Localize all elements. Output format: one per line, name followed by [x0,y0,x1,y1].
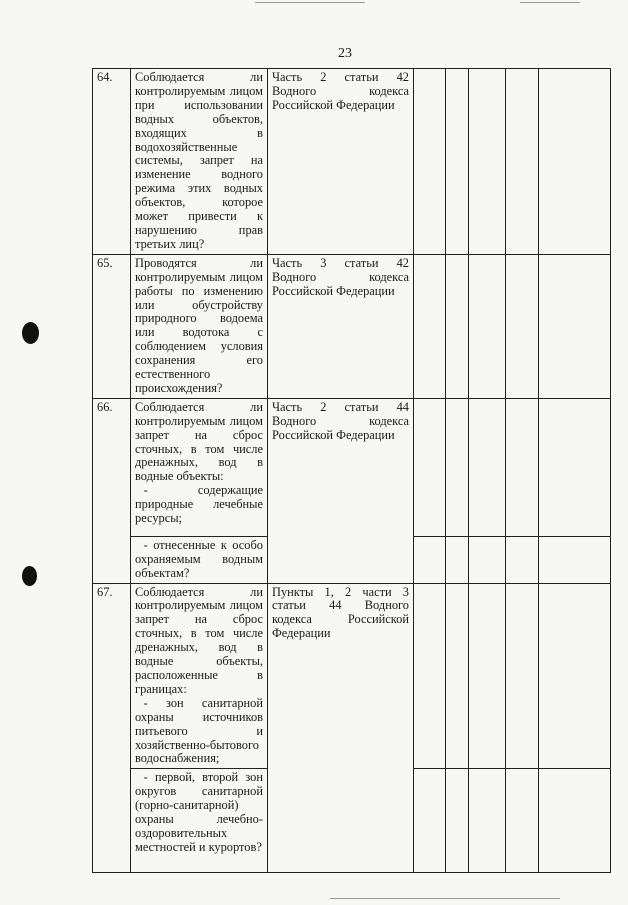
page-number: 23 [338,46,352,61]
answer-cell-no [446,769,469,873]
legal-basis-cell: Пункты 1, 2 части 3 статьи 44 Водного кодекса Российской Федерации [268,583,414,873]
answer-cell-not-applicable [469,583,506,769]
answer-cell-yes [414,536,446,583]
answer-cell-no [446,254,469,398]
row-number: 67. [93,583,131,873]
answer-cell-yes [414,583,446,769]
legal-basis-cell: Часть 2 статьи 42 Водного кодекса Российской Федерации [268,69,414,255]
table-row [93,254,611,398]
legal-basis-cell: Часть 2 статьи 44 Водного кодекса Российской Федерации [268,398,414,583]
table-row [93,398,611,536]
sub-item: - отнесенные к особо охраняемым водным объектам? [135,537,263,580]
row-number: 64. [93,69,131,255]
answer-cell-extra [506,254,539,398]
question-text: Соблюдается ли контролируемым лицом запрет на сброс сточных, в том числе дренажных, вод в водные объекты: [135,399,263,484]
sub-item: - первой, второй зон округов санитарной (горно-санитарной) охраны лечебно-оздоровительных местностей и курортов? [135,770,263,854]
question-text: Соблюдается ли контролируемым лицом запрет на сброс сточных, в том числе дренажных, вод в водные объекты, расположенные в границах: [135,584,263,696]
top-edge-mark [255,2,365,3]
legal-basis-cell: Часть 3 статьи 42 Водного кодекса Российской Федерации [268,254,414,398]
answer-cell-yes [414,254,446,398]
bottom-edge-mark [330,898,560,899]
notes-cell [539,769,611,873]
answer-cell-no [446,536,469,583]
answer-cell-not-applicable [469,69,506,255]
punch-hole [22,322,39,344]
sub-item: - содержащие природные лечебные ресурсы; [135,483,263,526]
answer-cell-no [446,583,469,769]
answer-cell-extra [506,536,539,583]
punch-hole [22,566,37,586]
answer-cell-extra [506,583,539,769]
answer-cell-yes [414,69,446,255]
top-edge-mark [520,2,580,3]
answer-cell-no [446,398,469,536]
answer-cell-not-applicable [469,536,506,583]
answer-cell-extra [506,69,539,255]
question-cell [131,583,268,769]
answer-cell-not-applicable [469,398,506,536]
sub-item: - зон санитарной охраны источников питьевого и хозяйственно-бытового водоснабжения; [135,695,263,766]
answer-cell-yes [414,398,446,536]
notes-cell [539,398,611,536]
answer-cell-not-applicable [469,769,506,873]
notes-cell [539,536,611,583]
notes-cell [539,583,611,769]
answer-cell-extra [506,769,539,873]
answer-cell-extra [506,398,539,536]
notes-cell [539,69,611,255]
question-cell: Соблюдается ли контролируемым лицом при использовании водных объектов, входящих в водохозяйственные системы, запрет на изменение водного режима этих водных объектов, которое может привести к нарушению прав третьих лиц? [131,69,268,255]
question-cell [131,536,268,583]
checklist-table [92,68,611,873]
answer-cell-yes [414,769,446,873]
question-cell [131,769,268,873]
answer-cell-not-applicable [469,254,506,398]
row-number: 66. [93,398,131,583]
row-number: 65. [93,254,131,398]
table-row [93,583,611,769]
table-row [93,69,611,255]
question-cell: Проводятся ли контролируемым лицом работы по изменению или обустройству природного водоема или водотока с соблюдением условия сохранения его естественного происхождения? [131,254,268,398]
question-cell [131,398,268,536]
answer-cell-no [446,69,469,255]
notes-cell [539,254,611,398]
